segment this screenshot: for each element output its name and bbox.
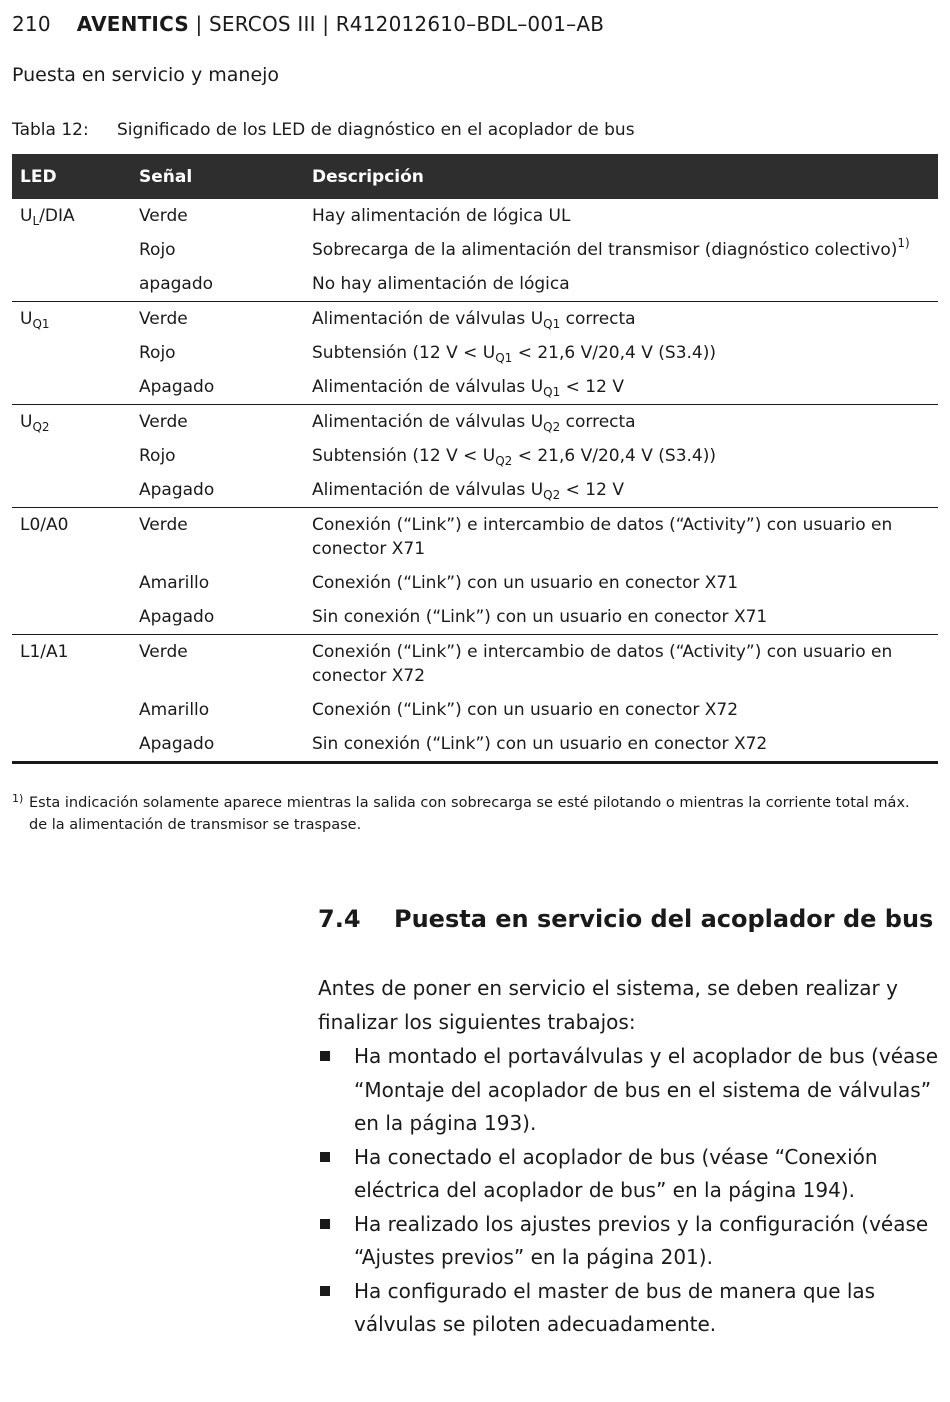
description-subscript: Q1	[543, 385, 561, 399]
page-header	[12, 12, 604, 36]
description-text-end: correcta	[560, 309, 636, 329]
list-item: Ha montado el portaválvulas y el acoplador de bus (véase “Montaje del acoplador de bus en el sistema de válvulas” en la página 193).	[318, 1040, 938, 1141]
header-description: Descripción	[304, 154, 938, 199]
description-text: Alimentación de válvulas U	[312, 480, 544, 500]
led-cell	[12, 635, 131, 694]
led-cell	[12, 600, 131, 635]
description-text-end: correcta	[560, 412, 636, 432]
led-name: U	[20, 206, 33, 226]
table-row	[12, 267, 938, 302]
led-cell	[12, 508, 131, 567]
led-name: L0/A0	[20, 515, 69, 535]
table-row	[12, 405, 938, 440]
description-subscript: Q1	[543, 317, 561, 331]
brand-name: AVENTICS	[76, 12, 189, 36]
led-subscript: Q2	[32, 420, 50, 434]
description-cell	[304, 727, 938, 763]
page-number: 210	[12, 12, 51, 36]
list-item: Ha realizado los ajustes previos y la configuración (véase “Ajustes previos” en la página 201).	[318, 1208, 938, 1275]
description-text: Subtensión (12 V < U	[312, 446, 496, 466]
led-cell	[12, 405, 131, 440]
table-caption	[12, 120, 635, 140]
description-cell	[304, 693, 938, 727]
signal-cell: apagado	[131, 267, 304, 302]
description-cell	[304, 439, 938, 473]
section-number: 7.4	[318, 905, 361, 933]
description-text-end: < 12 V	[560, 480, 624, 500]
bullet-square-icon	[320, 1219, 330, 1229]
signal-cell: Verde	[139, 309, 188, 329]
description-text-end: < 21,6 V/20,4 V (S3.4))	[512, 446, 716, 466]
led-cell	[12, 693, 131, 727]
description-cell	[304, 508, 938, 567]
signal-cell: Apagado	[131, 727, 304, 763]
signal-cell: Amarillo	[139, 573, 210, 593]
chapter-title: Puesta en servicio y manejo	[12, 64, 280, 86]
description-text: Conexión (“Link”) con un usuario en conector X72	[312, 700, 739, 720]
bullet-square-icon	[320, 1152, 330, 1162]
table-caption-text: Significado de los LED de diagnóstico en el acoplador de bus	[117, 120, 635, 140]
table-row	[12, 370, 938, 405]
led-name: L1/A1	[20, 642, 69, 662]
led-subscript: L	[32, 214, 40, 228]
description-text: Sobrecarga de la alimentación del transmisor (diagnóstico colectivo)	[312, 240, 898, 260]
signal-cell: Verde	[139, 515, 188, 535]
led-cell	[12, 439, 131, 473]
led-cell	[12, 336, 131, 370]
signal-cell: Apagado	[131, 600, 304, 635]
table-row	[12, 635, 938, 694]
led-name: U	[20, 309, 33, 329]
description-text: Conexión (“Link”) e intercambio de datos (“Activity”) con usuario en conector X71	[312, 515, 893, 559]
signal-cell: Amarillo	[139, 700, 210, 720]
signal-cell: Rojo	[139, 343, 176, 363]
section-heading	[318, 905, 933, 933]
description-cell	[304, 635, 938, 694]
footnote-reference: 1)	[897, 236, 910, 250]
table-row	[12, 727, 938, 763]
table-footnote	[12, 792, 932, 836]
description-cell	[304, 267, 938, 302]
section-intro: Antes de poner en servicio el sistema, se deben realizar y finalizar los siguientes trabajos:	[318, 976, 898, 1034]
description-text-end: < 12 V	[560, 377, 624, 397]
description-text-end: < 21,6 V/20,4 V (S3.4))	[512, 343, 716, 363]
description-text: No hay alimentación de lógica	[312, 274, 570, 294]
table-row	[12, 693, 938, 727]
table-row	[12, 600, 938, 635]
table-row	[12, 302, 938, 337]
header-led: LED	[12, 154, 131, 199]
description-cell	[304, 473, 938, 508]
section-heading-text: Puesta en servicio del acoplador de bus	[394, 905, 934, 933]
description-subscript: Q1	[495, 351, 513, 365]
table-number: Tabla 12:	[12, 120, 89, 140]
description-text: Subtensión (12 V < U	[312, 343, 496, 363]
description-cell	[304, 336, 938, 370]
description-cell	[304, 302, 938, 337]
led-cell	[12, 302, 131, 337]
table-row	[12, 199, 938, 233]
bullet-square-icon	[320, 1286, 330, 1296]
list-item: Ha configurado el master de bus de manera que las válvulas se piloten adecuadamente.	[318, 1275, 938, 1342]
description-text: Sin conexión (“Link”) con un usuario en conector X72	[312, 734, 768, 754]
led-cell	[12, 267, 131, 302]
description-cell	[304, 233, 938, 267]
signal-cell: Verde	[139, 412, 188, 432]
document-id: | SERCOS III | R412012610–BDL–001–AB	[188, 12, 605, 36]
description-text: Conexión (“Link”) e intercambio de datos (“Activity”) con usuario en conector X72	[312, 642, 893, 686]
led-cell	[12, 727, 131, 763]
description-text: Conexión (“Link”) con un usuario en conector X71	[312, 573, 739, 593]
description-text: Alimentación de válvulas U	[312, 309, 544, 329]
requirements-list	[318, 1040, 938, 1342]
table-row	[12, 336, 938, 370]
description-text: Hay alimentación de lógica UL	[312, 206, 571, 226]
description-text: Sin conexión (“Link”) con un usuario en conector X71	[312, 607, 768, 627]
description-subscript: Q2	[543, 420, 561, 434]
led-name-suffix: /DIA	[39, 206, 75, 226]
signal-cell: Rojo	[139, 446, 176, 466]
table-row	[12, 233, 938, 267]
description-cell	[304, 600, 938, 635]
led-cell	[12, 473, 131, 508]
description-cell	[304, 370, 938, 405]
description-cell	[304, 405, 938, 440]
description-subscript: Q2	[495, 454, 513, 468]
led-diagnostic-table	[12, 154, 938, 764]
signal-cell: Apagado	[131, 370, 304, 405]
table-row	[12, 566, 938, 600]
led-subscript: Q1	[32, 317, 50, 331]
footnote-mark: 1)	[12, 792, 24, 805]
signal-cell: Verde	[139, 642, 188, 662]
description-subscript: Q2	[543, 488, 561, 502]
description-cell	[304, 199, 938, 233]
table-row	[12, 439, 938, 473]
table-row	[12, 508, 938, 567]
description-text: Alimentación de válvulas U	[312, 412, 544, 432]
signal-cell: Apagado	[131, 473, 304, 508]
led-cell	[12, 566, 131, 600]
table-row	[12, 473, 938, 508]
description-text: Alimentación de válvulas U	[312, 377, 544, 397]
led-cell	[12, 370, 131, 405]
signal-cell: Verde	[139, 206, 188, 226]
led-name: U	[20, 412, 33, 432]
table-header-row	[12, 154, 938, 199]
header-signal: Señal	[131, 154, 304, 199]
description-cell	[304, 566, 938, 600]
led-cell	[12, 233, 131, 267]
bullet-square-icon	[320, 1051, 330, 1061]
footnote-text: Esta indicación solamente aparece mientras la salida con sobrecarga se esté pilotando o mientras la corriente total máx. de la alimentación de transmisor se traspase.	[29, 795, 910, 833]
list-item: Ha conectado el acoplador de bus (véase “Conexión eléctrica del acoplador de bus” en la página 194).	[318, 1141, 938, 1208]
signal-cell: Rojo	[139, 240, 176, 260]
led-cell	[12, 199, 131, 233]
